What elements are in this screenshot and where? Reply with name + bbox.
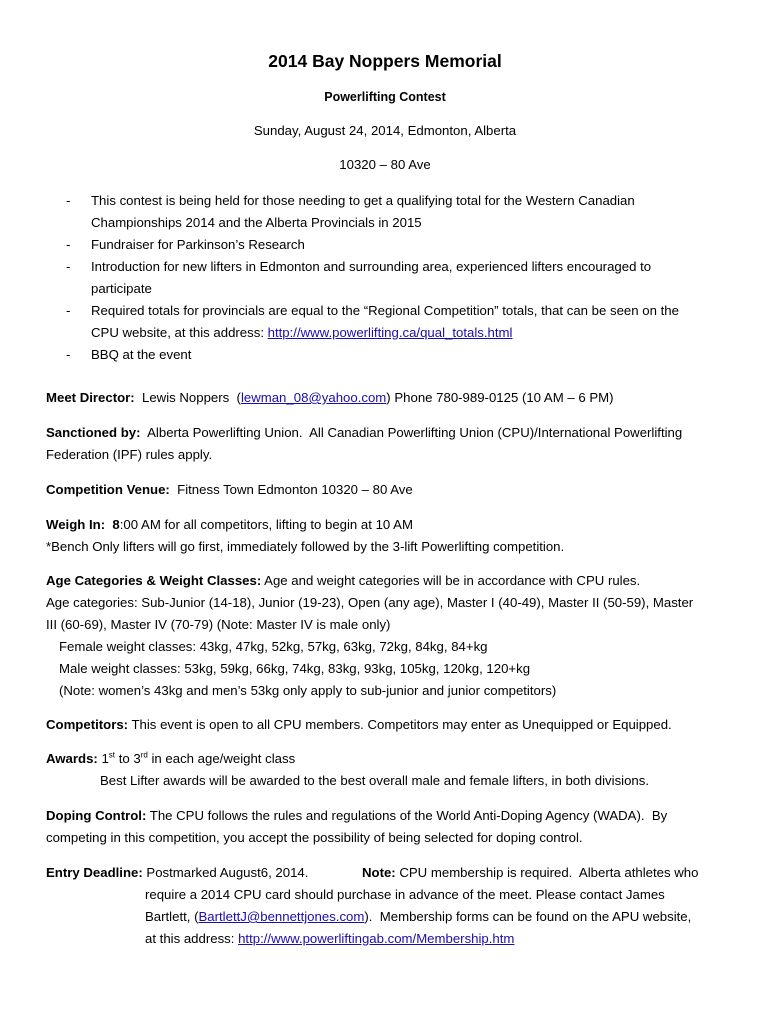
bullet-dash: -	[66, 347, 71, 362]
bullet-4-line-1: Required totals for provincials are equal to the “Regional Competition” totals, that can be seen on the	[91, 303, 679, 318]
bullet-5: BBQ at the event	[91, 347, 192, 362]
female-classes: Female weight classes: 43kg, 47kg, 52kg, 57kg, 63kg, 72kg, 84kg, 84+kg	[59, 639, 488, 654]
sanctioned-label: Sanctioned by:	[46, 425, 141, 440]
awards-to: to 3	[115, 751, 141, 766]
bartlett-email-link[interactable]: BartlettJ@bennettjones.com	[198, 909, 365, 924]
date-line: Sunday, August 24, 2014, Edmonton, Alberta	[253, 123, 517, 138]
bullet-1-line-2: Championships 2014 and the Alberta Provincials in 2015	[91, 215, 422, 230]
document-title: 2014 Bay Noppers Memorial	[268, 51, 502, 71]
bullet-3-line-2: participate	[91, 281, 152, 296]
entry-line-3	[145, 908, 691, 926]
age-line-3: III (60-69), Master IV (70-79) (Note: Master IV is male only)	[46, 617, 391, 632]
entry-contact-pre: Bartlett, (	[145, 909, 199, 924]
awards-line-2: Best Lifter awards will be awarded to the best overall male and female lifters, in both divisions.	[100, 773, 650, 788]
entry-contact-post: ). Membership forms can be found on the APU website,	[364, 909, 692, 924]
bullet-dash: -	[66, 237, 71, 252]
sanctioned-line-1	[46, 424, 682, 442]
doping-text: The CPU follows the rules and regulations of the World Anti-Doping Agency (WADA). By	[146, 808, 668, 823]
bullet-dash: -	[66, 303, 71, 318]
weigh-in-label: Weigh In: 8	[46, 517, 120, 532]
weigh-in-line-1	[46, 516, 413, 534]
venue-text: Fitness Town Edmonton 10320 – 80 Ave	[169, 482, 413, 497]
meet-director-name: Lewis Noppers (	[134, 390, 241, 405]
age-label: Age Categories & Weight Classes:	[46, 573, 262, 588]
meet-director-line	[46, 389, 614, 407]
age-text: Age and weight categories will be in accordance with CPU rules.	[261, 573, 641, 588]
entry-address-pre: at this address:	[145, 931, 239, 946]
awards-first: 1	[97, 751, 109, 766]
entry-line-2: require a 2014 CPU card should purchase in advance of the meet. Please contact James	[145, 887, 665, 902]
bullet-1-line-1: This contest is being held for those needing to get a qualifying total for the Western Canadian	[91, 193, 635, 208]
meet-director-email-link[interactable]: lewman_08@yahoo.com	[240, 390, 387, 405]
bullet-dash: -	[66, 259, 71, 274]
competitors-label: Competitors:	[46, 717, 129, 732]
doping-line-1	[46, 807, 667, 825]
classes-note: (Note: women’s 43kg and men’s 53kg only apply to sub-junior and junior competitors)	[59, 683, 557, 698]
qual-totals-link[interactable]: http://www.powerlifting.ca/qual_totals.html	[267, 325, 513, 340]
competitors-text: This event is open to all CPU members. Competitors may enter as Unequipped or Equipped.	[128, 717, 672, 732]
awards-rd: rd	[140, 750, 148, 760]
address-line: 10320 – 80 Ave	[339, 157, 431, 172]
bullet-4-prefix: CPU website, at this address:	[91, 325, 268, 340]
bullet-4-line-2	[91, 324, 512, 342]
bullet-dash: -	[66, 193, 71, 208]
apu-membership-link[interactable]: http://www.powerliftingab.com/Membership.htm	[238, 931, 515, 946]
venue-label: Competition Venue:	[46, 482, 170, 497]
entry-note-text: CPU membership is required. Alberta athletes who	[395, 865, 699, 880]
weigh-in-line-2: *Bench Only lifters will go first, immediately followed by the 3-lift Powerlifting competition.	[46, 539, 565, 554]
entry-note	[362, 864, 698, 882]
meet-director-label: Meet Director:	[46, 390, 135, 405]
sanctioned-text: Alberta Powerlifting Union. All Canadian Powerlifting Union (CPU)/International Powerlifting	[140, 425, 683, 440]
entry-note-label: Note:	[362, 865, 396, 880]
entry-line-4	[145, 930, 514, 948]
doping-label: Doping Control:	[46, 808, 147, 823]
male-classes: Male weight classes: 53kg, 59kg, 66kg, 74kg, 83kg, 93kg, 105kg, 120kg, 120+kg	[59, 661, 531, 676]
awards-st: st	[108, 750, 116, 760]
competitors-line	[46, 716, 672, 734]
entry-label: Entry Deadline:	[46, 865, 143, 880]
entry-deadline: Postmarked August6, 2014.	[142, 865, 309, 880]
awards-line-1	[46, 750, 295, 768]
meet-director-phone: ) Phone 780-989-0125 (10 AM – 6 PM)	[386, 390, 614, 405]
entry-line-1	[46, 864, 308, 882]
doping-line-2: competing in this competition, you accept the possibility of being selected for doping control.	[46, 830, 583, 845]
awards-rest: in each age/weight class	[147, 751, 296, 766]
venue-line	[46, 481, 413, 499]
weigh-in-text: :00 AM for all competitors, lifting to begin at 10 AM	[119, 517, 413, 532]
age-line-2: Age categories: Sub-Junior (14-18), Junior (19-23), Open (any age), Master I (40-49), Master II (50-59), Master	[46, 595, 694, 610]
bullet-3-line-1: Introduction for new lifters in Edmonton and surrounding area, experienced lifters encouraged to	[91, 259, 652, 274]
age-line-1	[46, 572, 640, 590]
bullet-2: Fundraiser for Parkinson’s Research	[91, 237, 305, 252]
awards-label: Awards:	[46, 751, 98, 766]
sanctioned-line-2: Federation (IPF) rules apply.	[46, 447, 213, 462]
document-subtitle: Powerlifting Contest	[324, 90, 446, 104]
